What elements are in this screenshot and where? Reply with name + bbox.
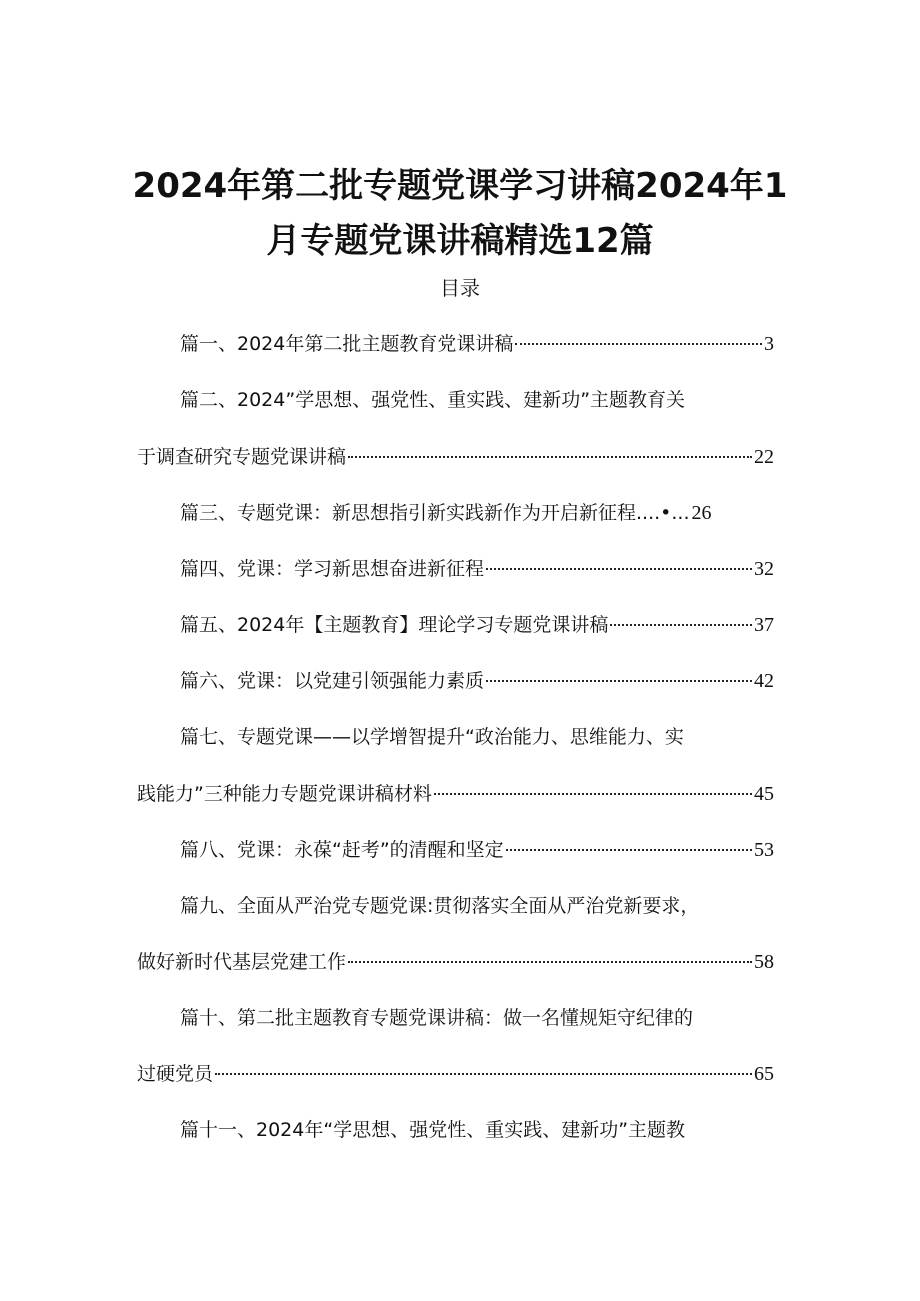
toc-entry-10-continued[interactable]	[137, 1060, 774, 1088]
page-title-line-2: 月专题党课讲稿精选12篇	[266, 220, 654, 261]
toc-entry-8[interactable]	[180, 836, 774, 864]
toc-entry-4[interactable]	[180, 555, 774, 583]
toc-page-number: 37	[754, 614, 774, 636]
toc-entry-text: 践能力”三种能力专题党课讲稿材料	[137, 783, 432, 805]
toc-entry-text: 篇五、2024年【主题教育】理论学习专题党课讲稿	[180, 614, 609, 636]
toc-entry-6[interactable]	[180, 667, 774, 695]
toc-dot-leader	[610, 624, 752, 626]
toc-entry-7-continued[interactable]	[137, 780, 774, 808]
toc-dot-leader	[348, 456, 752, 458]
toc-page-number: 32	[754, 558, 774, 580]
toc-dot-leader	[486, 680, 752, 682]
toc-entry-text: 做好新时代基层党建工作	[137, 951, 347, 973]
toc-entry-text: 篇十一、2024年“学思想、强党性、重实践、建新功”主题教	[180, 1119, 686, 1141]
toc-entry-text: 篇一、2024年第二批主题教育党课讲稿	[180, 333, 514, 355]
toc-entry-10[interactable]	[180, 1004, 693, 1032]
toc-entry-11[interactable]	[180, 1116, 685, 1144]
toc-page-number: 53	[754, 839, 774, 861]
toc-page-number: 65	[754, 1063, 774, 1085]
toc-entry-2-continued[interactable]	[137, 443, 774, 471]
toc-entry-5[interactable]	[180, 611, 774, 639]
toc-entry-7[interactable]	[180, 723, 684, 751]
toc-entry-text: 篇二、2024”学思想、强党性、重实践、建新功”主题教育关	[180, 389, 686, 411]
page-title-line-1: 2024年第二批专题党课学习讲稿2024年1	[132, 165, 788, 206]
toc-page-number: 22	[754, 446, 774, 468]
toc-dot-leader	[506, 849, 752, 851]
toc-dot-leader	[348, 961, 752, 963]
toc-entry-text: 篇四、党课：学习新思想奋进新征程	[180, 558, 485, 580]
toc-entry-text: 篇三、专题党课：新思想指引新实践新作为开启新征程....•...	[180, 502, 690, 524]
toc-page-number: 42	[754, 670, 774, 692]
toc-entry-9[interactable]	[180, 892, 699, 920]
toc-entry-3[interactable]	[180, 499, 774, 527]
toc-page-number: 3	[764, 333, 774, 355]
toc-page-number: 58	[754, 951, 774, 973]
page-title	[130, 159, 790, 269]
toc-entry-2[interactable]	[180, 386, 685, 414]
toc-dot-leader	[215, 1073, 752, 1075]
toc-entry-text: 篇十、第二批主题教育专题党课讲稿：做一名懂规矩守纪律的	[180, 1007, 694, 1029]
toc-entry-text: 于调查研究专题党课讲稿	[137, 446, 347, 468]
toc-dot-leader	[515, 343, 762, 345]
toc-page-number: 26	[691, 502, 712, 524]
toc-dot-leader	[434, 793, 752, 795]
toc-entry-9-continued[interactable]	[137, 948, 774, 976]
toc-entry-text: 过硬党员	[137, 1063, 214, 1085]
toc-heading: 目录	[440, 276, 480, 300]
toc-page-number: 45	[754, 783, 774, 805]
toc-dot-leader	[486, 568, 752, 570]
toc-entry-text: 篇七、专题党课——以学增智提升“政治能力、思维能力、实	[180, 726, 684, 748]
toc-entry-text: 篇六、党课：以党建引领强能力素质	[180, 670, 485, 692]
toc-entry-1[interactable]	[180, 330, 774, 358]
toc-entry-text: 篇八、党课：永葆“赶考”的清醒和坚定	[180, 839, 504, 861]
toc-entry-text: 篇九、全面从严治党专题党课:贯彻落实全面从严治党新要求，	[180, 895, 700, 917]
